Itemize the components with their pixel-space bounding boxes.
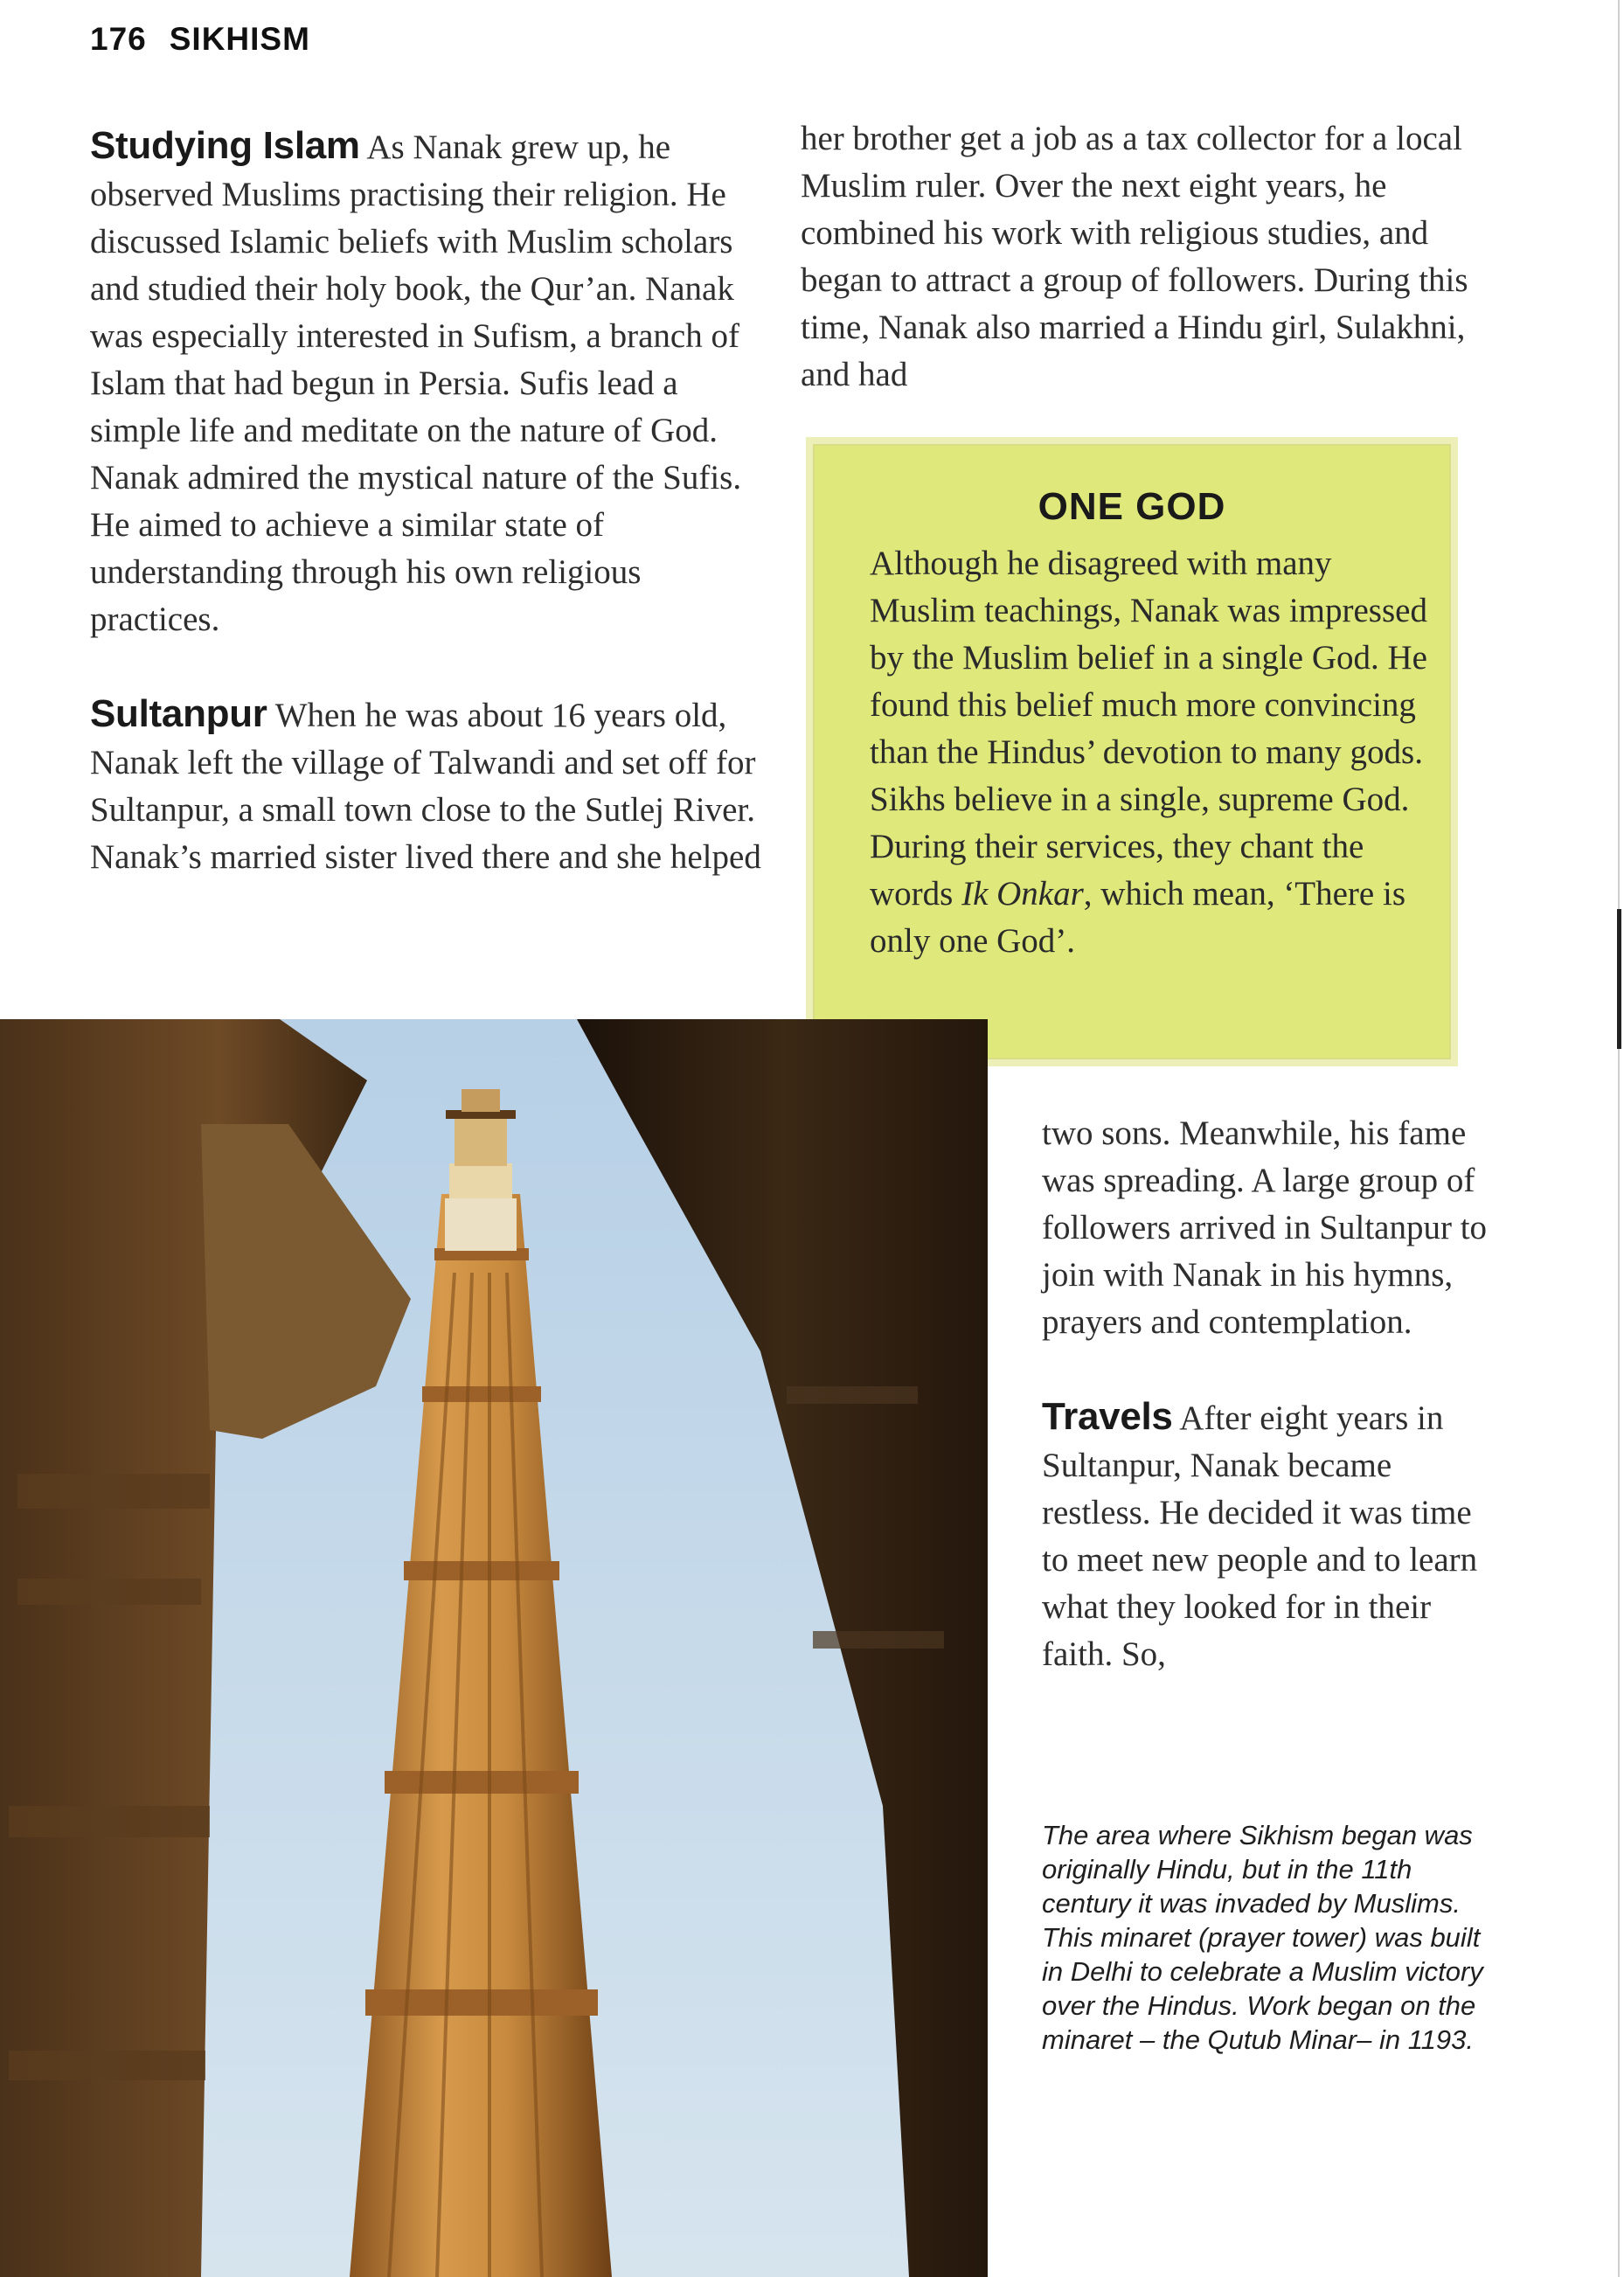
continued-text-bottom: two sons. Meanwhile, his fame was spreading. A large group of followers arrived in Sultanpur to join with Nanak in his hymns, prayers and contemplation.: [1042, 1114, 1488, 1341]
paragraph-studying-islam: [90, 122, 763, 643]
sidebar-text-italic-term: Ik Onkar: [961, 875, 1084, 913]
page-edge-mark: [1617, 909, 1621, 1049]
sidebar-text-before: Although he disagreed with many Muslim teachings, Nanak was impressed by the Muslim belief in a single God. He found this belief much more convincing than the Hindus’ devotion to many gods. Sikhs believe in a single, supreme God. During their services, they chant the words: [870, 545, 1427, 913]
sidebar-text-after: , which mean, ‘There is only one God’.: [870, 875, 1405, 960]
continued-text-top: her brother get a job as a tax collector for a local Muslim ruler. Over the next eight years, he combined his work with religious studies, and began to attract a group of followers. During this time, Nanak also married a Hindu girl, Sulakhni, and had: [801, 120, 1468, 393]
sidebar-box-title: ONE GOD: [1038, 485, 1226, 528]
page-number: 176: [90, 21, 147, 57]
travels-text: After eight years in Sultanpur, Nanak became restless. He decided it was time to meet new people and to learn what they looked for in their faith. So,: [1042, 1399, 1478, 1673]
run-in-heading-travels: Travels: [1042, 1395, 1173, 1438]
studying-islam-text: As Nanak grew up, he observed Muslims practising their religion. He discussed Islamic beliefs with Muslim scholars and studied their holy book, the Qur’an. Nanak was especially interested in Sufism, a branch of Islam that had begun in Persia. Sufis lead a simple life and meditate on the nature of God. Nanak admired the mystical nature of the Sufis. He aimed to achieve a similar state of understanding through his own religious practices.: [90, 128, 742, 638]
section-title: SIKHISM: [169, 21, 310, 57]
sidebar-box-one-god: [813, 444, 1451, 1059]
right-column-bottom: [1042, 1110, 1496, 1678]
run-in-heading-studying-islam: Studying Islam: [90, 124, 360, 167]
minaret-photo-illustration: [0, 1019, 988, 2277]
run-in-heading-sultanpur: Sultanpur: [90, 692, 267, 735]
right-column-top: [801, 115, 1482, 399]
left-column: [90, 122, 763, 881]
photo-qutub-minar: [0, 1019, 988, 2277]
paragraph-sultanpur: [90, 691, 763, 881]
sidebar-box-text: [870, 540, 1429, 965]
page-edge-line: [1618, 0, 1620, 2277]
paragraph-travels: [1042, 1393, 1496, 1678]
photo-caption: The area where Sikhism began was originally Hindu, but in the 11th century it was invaded by Muslims. This minaret (prayer tower) was built in Delhi to celebrate a Muslim victory over the Hindus. Work began on the minaret – the Qutub Minar– in 1193.: [1042, 1820, 1483, 2055]
sultanpur-text: When he was about 16 years old, Nanak left the village of Talwandi and set off for Sultanpur, a small town close to the Sutlej River. Nanak’s married sister lived there and she helped: [90, 697, 761, 876]
page-header: [90, 21, 310, 58]
